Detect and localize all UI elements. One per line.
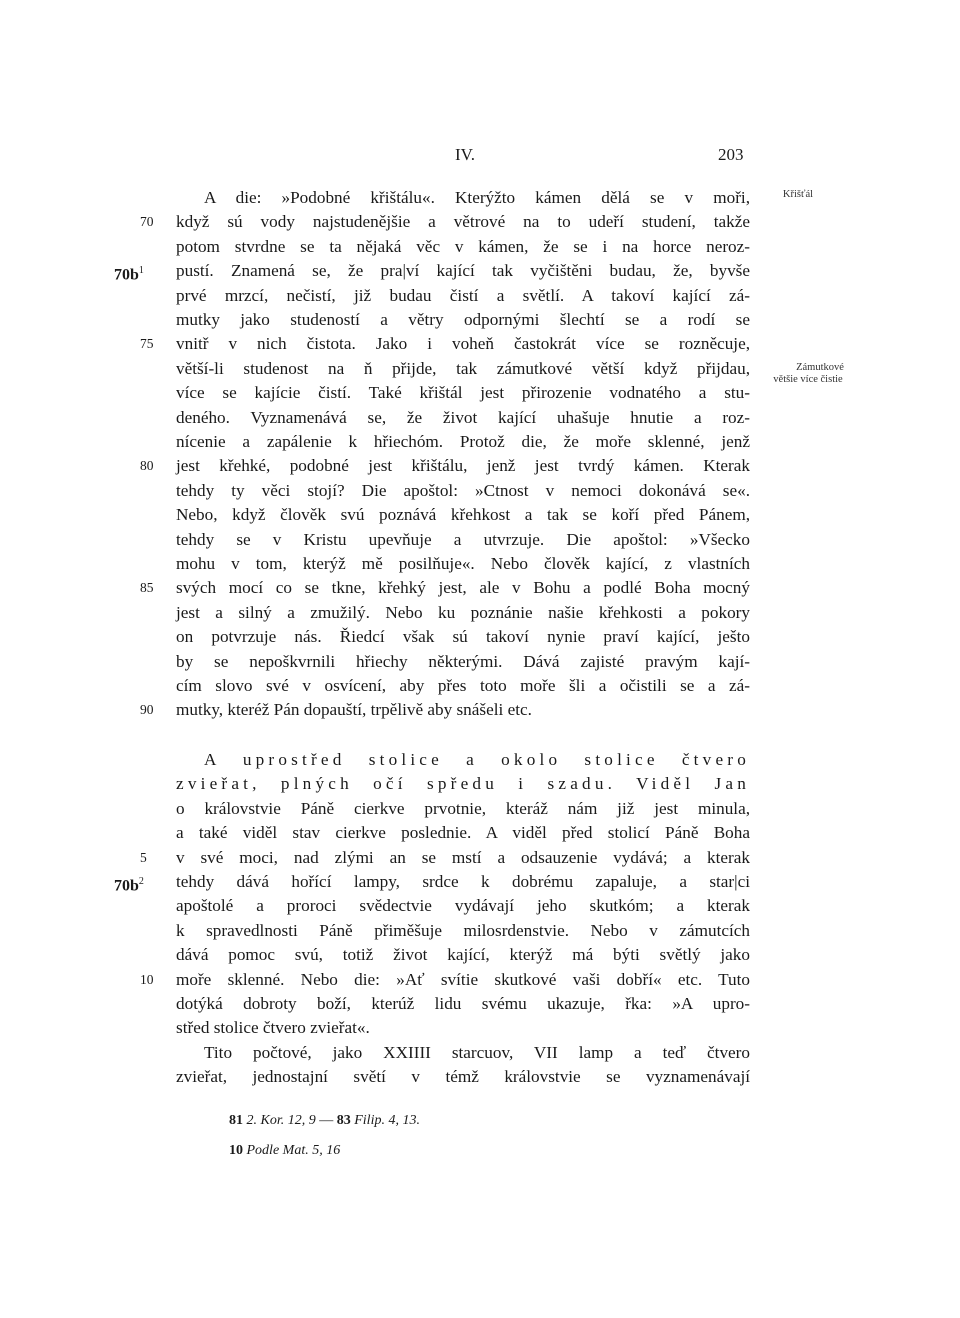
margin-note-kristal: Křišťál (782, 189, 814, 200)
line-text: moře sklenné. Nebo die: »Ať svítie skutkové vaši dobří« etc. Tuto (176, 969, 750, 989)
line-text: A uprostřed stolice a okolo stolice čtvero (204, 750, 750, 769)
footnote-2 (229, 1136, 420, 1166)
text-line (176, 992, 750, 1016)
text-line (176, 235, 750, 259)
line-text: prvé mrzcí, nečistí, již budau čistí a světlí. A takoví kající zá- (176, 285, 750, 305)
text-line (140, 968, 750, 992)
text-line (176, 797, 750, 821)
margin-note-vetsie: většie více čistie (773, 374, 843, 385)
text-line (176, 430, 750, 454)
line-text: deného. Vyznamenává se, že život kající uhašuje hnutie a roz- (176, 407, 750, 427)
line-number: 85 (140, 580, 154, 596)
text-line (176, 406, 750, 430)
line-text: a také viděl stav cierkve poslednie. A viděl před stolicí Páně Boha (176, 823, 750, 843)
line-text: zvieřat, jednostajní světí v témž královstvie se vyznamenávají (176, 1067, 750, 1087)
text-line (176, 479, 750, 503)
line-text: více se kajície čistí. Také křištál jest přirozenie vodnatého a stu- (176, 383, 750, 403)
line-text: Tito počtové, jako XXIIII starcuov, VII lamp a teď čtvero (204, 1042, 750, 1062)
page-number: 203 (718, 145, 744, 164)
line-text: Nebo, když člověk svú poznává křehkost a tak se koří před Pánem, (176, 505, 750, 525)
text-line (176, 821, 750, 845)
line-text: tehdy dává hořící lampy, srdce k dobrému zapaluje, a star|ci (176, 872, 750, 891)
text-line (204, 1041, 750, 1065)
line-text: když sú vody najstudenějšie a větrové na to udeří studení, takže (176, 212, 750, 232)
line-number: 90 (140, 702, 154, 718)
text-line (176, 894, 750, 918)
text-line (140, 332, 750, 356)
text-line (176, 650, 750, 674)
footnote-1 (229, 1106, 420, 1136)
chapter-number: IV. (455, 145, 475, 164)
line-text: k spravedlnosti Páně přiměšuje milosrdenstvie. Nebo v zámutcích (176, 920, 750, 940)
folio-marker: $70b^2$ (114, 876, 144, 895)
text-line (176, 625, 750, 649)
text-line (114, 259, 750, 284)
line-text: dává pomoc svú, totiž život kající, kterýž má býti světlý jako (176, 945, 750, 965)
line-text: mutky, kteréž Pán dopauští, trpělivě aby snášeli etc. (176, 700, 532, 720)
line-number: 75 (140, 336, 154, 352)
text-line (176, 284, 750, 308)
text-line (140, 846, 750, 870)
text-line (176, 674, 750, 698)
line-number: 80 (140, 458, 154, 474)
text-line (176, 772, 750, 796)
folio-superscript: 2 (138, 876, 144, 887)
line-number: 10 (140, 971, 154, 987)
line-text: jest křehké, podobné jest křištálu, jenž jest tvrdý kámen. Kterak (176, 456, 750, 476)
line-text: zvieřat, plných očí spředu i szadu. Viděl Jan (176, 774, 750, 794)
line-text: tehdy se v Kristu upevňuje a utvrzuje. Die apoštol: »Všecko (176, 529, 750, 549)
text-line (140, 576, 750, 600)
footnote-reference: 2. Kor. 12, 9 (246, 1113, 316, 1128)
text-line (176, 357, 750, 381)
text-line (176, 919, 750, 943)
line-text: tehdy ty věci stojí? Die apoštol: »Ctnost v nemoci dokonává se«. (176, 480, 750, 500)
margin-note-zamutkove: Zámutkové (796, 362, 844, 373)
text-line (140, 454, 750, 478)
footnote-reference: Filip. 4, 13. (354, 1113, 420, 1128)
text-line (114, 870, 750, 895)
footnote-separator: — (319, 1113, 334, 1128)
line-text: mohu v tom, kterýž mě posilňuje«. Nebo člověk kající, z vlastních (176, 554, 750, 573)
line-text: větší-li studenost na ň přijde, tak zámutkové větší když přijdau, (176, 358, 750, 378)
line-text: nícenie a zapálenie k hřiechóm. Protož die, že moře sklenné, jenž (176, 432, 750, 451)
line-text: v své moci, nad zlými an se mstí a odsauzenie vydává; a kterak (176, 847, 750, 867)
text-line (176, 381, 750, 405)
footnote-line-number: 81 (229, 1113, 243, 1128)
text-line (140, 210, 750, 234)
line-text: vnitř v nich čistota. Jako i voheň častokrát více se rozněcuje, (176, 334, 750, 354)
page-header (0, 145, 960, 169)
folio-marker: $70b^1$ (114, 265, 144, 284)
line-number: 70 (140, 214, 154, 230)
line-text: potom stvrdne se ta nějaká věc v kámen, že se i na horce neroz- (176, 236, 750, 256)
text-line (176, 601, 750, 625)
footnotes (229, 1106, 420, 1166)
text-line (176, 308, 750, 332)
text-line (204, 186, 750, 210)
text-line (176, 503, 750, 527)
line-text: svých mocí co se tkne, křehký jest, ale v Bohu a podlé Boha mocný (176, 578, 750, 598)
line-text: střed stolice čtvero zvieřat«. (176, 1018, 370, 1038)
line-text: apoštolé a proroci svědectvie vydávají jeho skutkóm; a kterak (176, 896, 750, 916)
line-text: dotýká dobroty boží, kterúž lidu svému ukazuje, řka: »A upro- (176, 994, 750, 1013)
line-text: on potvrzuje nás. Řiedcí však sú takoví nynie praví kající, ješto (176, 627, 750, 647)
line-text: pustí. Znamená se, že pra|ví kající tak vyčištěni budau, že, byvše (176, 261, 750, 281)
text-line (204, 748, 750, 772)
line-text: mutky jako studeností a větry odpornými šlechtí se a rodí se (176, 310, 750, 329)
text-line (140, 698, 750, 722)
text-line (176, 552, 750, 576)
text-line (176, 528, 750, 552)
line-text: A die: »Podobné křištálu«. Kterýžto kámen dělá se v moři, (204, 188, 750, 207)
line-text: jest a silný a zmužilý. Nebo ku poznánie našie křehkosti a pokory (176, 602, 750, 622)
line-text: by se nepoškvrnili hřiechy některými. Dává zajisté pravým kají- (176, 651, 750, 671)
folio-superscript: 1 (138, 265, 144, 277)
line-text: cím slovo své v osvícení, aby přes toto moře šli a očistili se a zá- (176, 676, 750, 695)
footnote-line-number: 83 (336, 1113, 351, 1128)
footnote-line-number: 10 (229, 1143, 243, 1158)
line-number: 5 (140, 849, 147, 865)
text-line (176, 943, 750, 967)
line-text: o královstvie Páně cierkve prvotnie, kteráž nám již jest minula, (176, 798, 750, 818)
text-line (176, 1065, 750, 1089)
footnote-reference: Podle Mat. 5, 16 (246, 1143, 341, 1158)
text-line (176, 1016, 750, 1040)
